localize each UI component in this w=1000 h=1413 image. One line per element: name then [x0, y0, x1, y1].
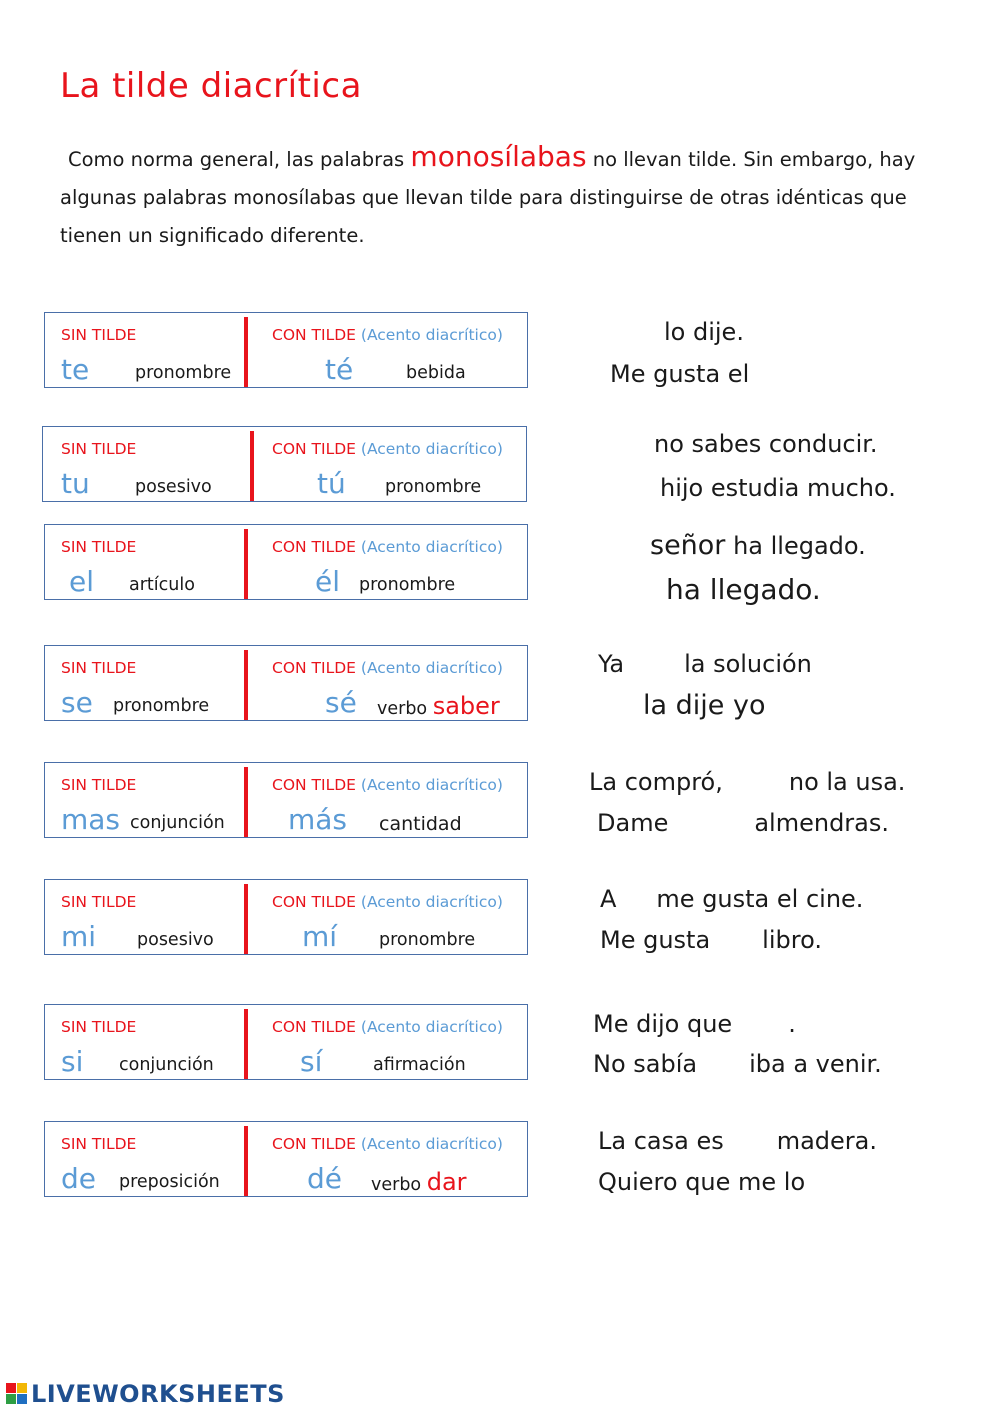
sin-word: mas — [61, 803, 121, 836]
sin-gram: pronombre — [113, 696, 210, 716]
sentence-4a: Ya la solución — [598, 650, 812, 678]
intro-paragraph — [60, 138, 960, 255]
sin-gram: artículo — [129, 575, 195, 595]
con-gram: bebida — [406, 363, 466, 383]
card-divider — [250, 431, 254, 501]
page-title: La tilde diacrítica — [60, 66, 362, 106]
sentence-5a: La compró, no la usa. — [589, 768, 906, 796]
sentence-3b: ha llegado. — [666, 573, 821, 606]
card-divider — [244, 767, 248, 837]
sentence-8a: La casa es madera. — [598, 1127, 878, 1155]
sin-tilde-label: SIN TILDE — [61, 659, 137, 677]
sin-word: el — [69, 565, 95, 598]
card-divider — [244, 529, 248, 599]
sentence-4b: la dije yo — [643, 690, 766, 721]
card-mi — [44, 879, 528, 955]
sentence-1b: Me gusta el — [610, 360, 750, 388]
sentence-5b: Dame almendras. — [597, 809, 890, 837]
con-tilde-label: CON TILDE (Acento diacrítico) — [272, 1018, 503, 1036]
con-word: té — [325, 353, 354, 386]
sin-tilde-label: SIN TILDE — [61, 538, 137, 556]
sin-tilde-label: SIN TILDE — [61, 893, 137, 911]
sin-word: si — [61, 1045, 84, 1078]
sin-word: se — [61, 686, 93, 719]
con-tilde-label: CON TILDE (Acento diacrítico) — [272, 1135, 503, 1153]
card-se — [44, 645, 528, 721]
sin-word: tu — [61, 467, 90, 500]
con-tilde-label: CON TILDE (Acento diacrítico) — [272, 326, 503, 344]
con-tilde-label: CON TILDE (Acento diacrítico) — [272, 893, 503, 911]
card-si — [44, 1004, 528, 1080]
sentence-6b: Me gusta libro. — [600, 926, 822, 954]
intro-after: no llevan tilde. Sin embargo, hay algunas palabras monosílabas que llevan tilde para distinguirse de otras idénticas que tienen un significado diferente. — [60, 148, 916, 247]
sin-gram: posesivo — [135, 477, 212, 497]
con-tilde-label: CON TILDE (Acento diacrítico) — [272, 440, 503, 458]
con-word: sé — [325, 686, 357, 719]
card-tu — [42, 426, 527, 502]
sin-gram: posesivo — [137, 930, 214, 950]
sentence-3a: señor ha llegado. — [650, 530, 866, 561]
con-word: él — [315, 565, 341, 598]
sentence-6a: A me gusta el cine. — [600, 885, 864, 913]
sentence-2a: no sabes conducir. — [654, 430, 878, 458]
con-word: sí — [300, 1045, 323, 1078]
sin-word: mi — [61, 920, 97, 953]
liveworksheets-logo-icon — [6, 1383, 28, 1405]
sentence-2b: hijo estudia mucho. — [660, 474, 896, 502]
sin-word: de — [61, 1162, 96, 1195]
sin-tilde-label: SIN TILDE — [61, 326, 137, 344]
sentence-7a: Me dijo que . — [593, 1010, 796, 1038]
brand-name: LIVEWORKSHEETS — [31, 1380, 285, 1408]
sin-gram: pronombre — [135, 363, 232, 383]
sin-tilde-label: SIN TILDE — [61, 776, 137, 794]
card-divider — [244, 1009, 248, 1079]
con-tilde-label: CON TILDE (Acento diacrítico) — [272, 538, 503, 556]
con-gram: verbo dar — [371, 1168, 467, 1196]
sin-tilde-label: SIN TILDE — [61, 1018, 137, 1036]
con-word: tú — [317, 467, 346, 500]
con-word: dé — [307, 1162, 342, 1195]
card-divider — [244, 650, 248, 720]
card-de — [44, 1121, 528, 1197]
card-divider — [244, 1126, 248, 1196]
con-gram: afirmación — [373, 1055, 466, 1075]
con-gram: verbo saber — [377, 692, 500, 720]
card-te — [44, 312, 528, 388]
card-divider — [244, 884, 248, 954]
sin-gram: conjunción — [130, 813, 225, 833]
con-tilde-label: CON TILDE (Acento diacrítico) — [272, 659, 503, 677]
con-gram: cantidad — [379, 813, 462, 835]
card-divider — [244, 317, 248, 387]
sentence-8b: Quiero que me lo — [598, 1168, 806, 1196]
con-gram: pronombre — [385, 477, 482, 497]
footer-brand — [6, 1380, 285, 1408]
sin-word: te — [61, 353, 90, 386]
con-tilde-label: CON TILDE (Acento diacrítico) — [272, 776, 503, 794]
con-gram: pronombre — [379, 930, 476, 950]
sin-gram: preposición — [119, 1172, 220, 1192]
sentence-7b: No sabía iba a venir. — [593, 1050, 882, 1078]
sentence-1a: lo dije. — [664, 318, 744, 346]
con-word: más — [288, 803, 348, 836]
intro-before: Como norma general, las palabras — [68, 148, 405, 171]
sin-tilde-label: SIN TILDE — [61, 1135, 137, 1153]
con-word: mí — [302, 920, 338, 953]
card-mas — [44, 762, 528, 838]
sin-tilde-label: SIN TILDE — [61, 440, 137, 458]
intro-highlight: monosílabas — [410, 140, 587, 173]
card-el — [44, 524, 528, 600]
sin-gram: conjunción — [119, 1055, 214, 1075]
con-gram: pronombre — [359, 575, 456, 595]
